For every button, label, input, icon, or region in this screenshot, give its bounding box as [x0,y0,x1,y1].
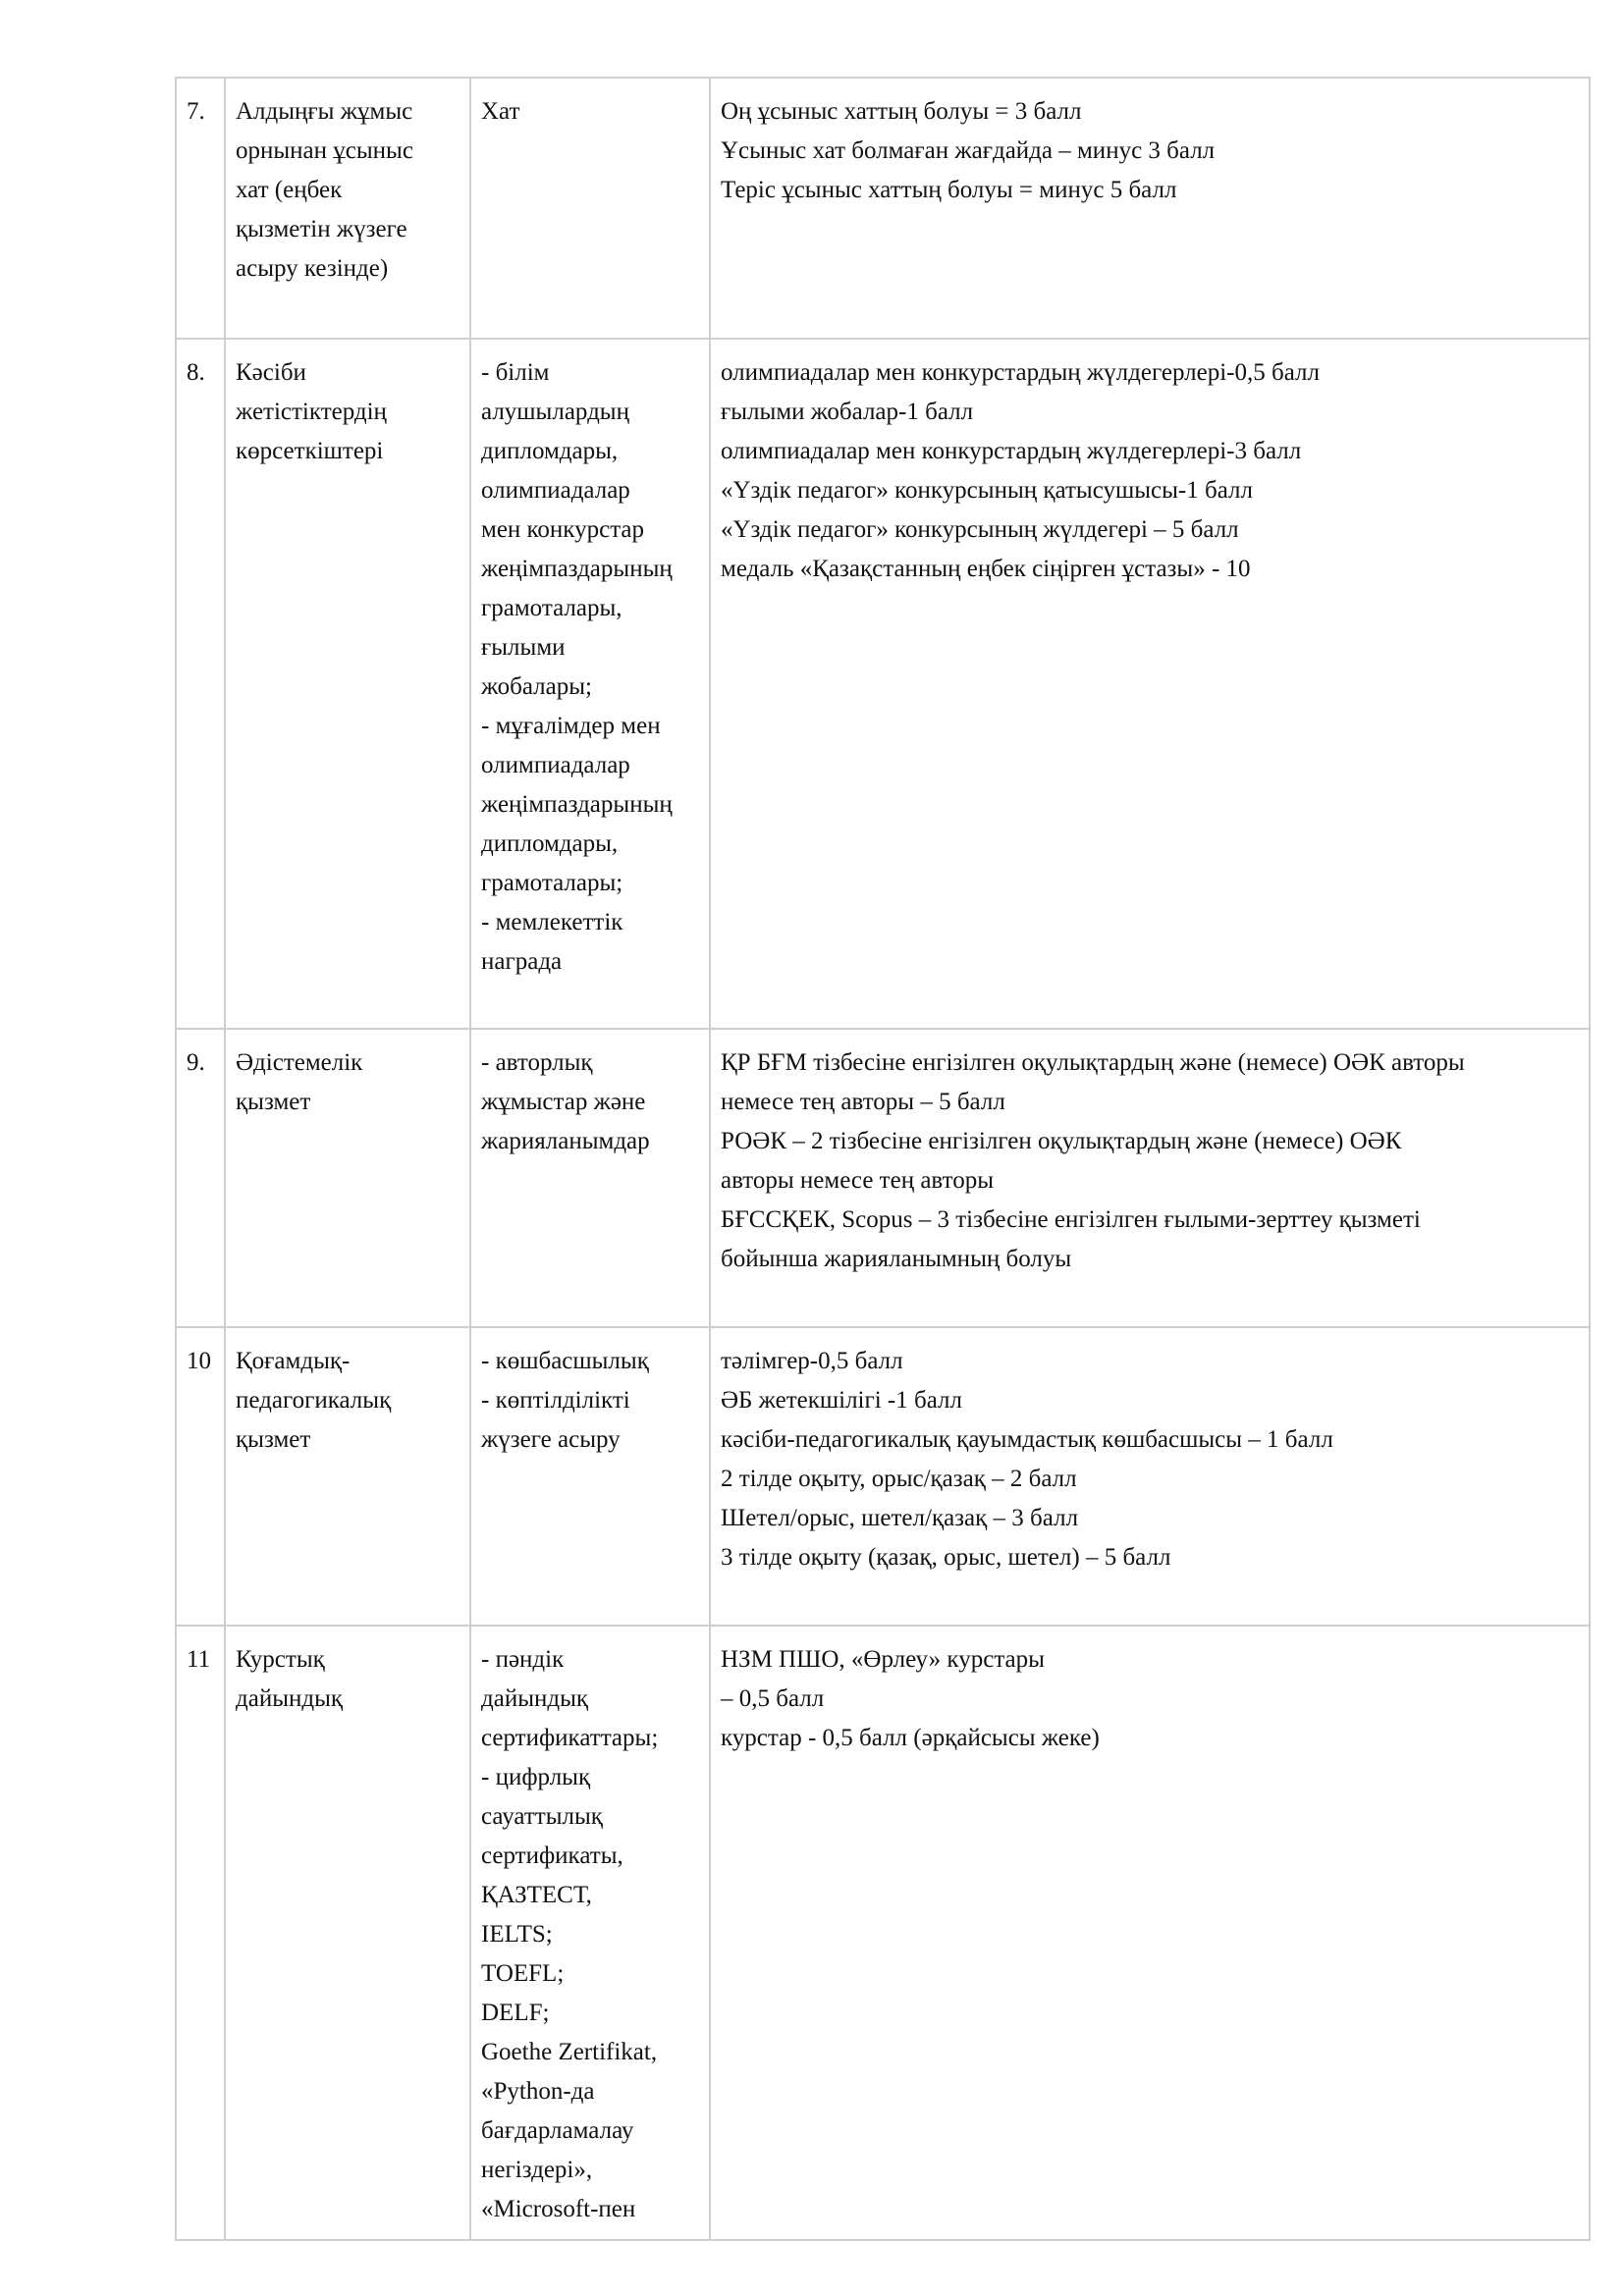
scoring-line: бойынша жарияланымның болуы [721,1246,1072,1272]
scoring-line: курстар - 0,5 балл (әрқайсысы жеке) [721,1725,1100,1751]
criterion-cell [225,1029,470,1327]
table-row [176,78,1590,339]
document-line: негіздері», [481,2157,593,2183]
document-line: награда [481,948,563,975]
document-line: жүзеге асыру [481,1426,621,1453]
scoring-line: БҒССҚЕК, Scopus – 3 тізбесіне енгізілген ғылыми-зерттеу қызметі [721,1206,1421,1233]
document-line: TOEFL; [481,1960,565,1987]
criterion-line: қызмет [236,1089,311,1115]
row-number [176,1626,225,2240]
scoring-line: ҚР БҒМ тізбесіне енгізілген оқулықтардың және (немесе) ОӘК авторы [721,1049,1465,1076]
document-line: «Microsoft-пен [481,2196,636,2222]
criterion-line: көрсеткіштері [236,438,384,464]
document-line: IELTS; [481,1921,553,1948]
criterion-cell [225,78,470,339]
scoring-line: медаль «Қазақстанның еңбек сіңірген ұстазы» - 10 [721,556,1251,582]
document-line: бағдарламалау [481,2117,634,2144]
row-number-text: 9. [187,1049,205,1076]
document-line: грамоталары; [481,870,623,896]
scoring-line: «Үздік педагог» конкурсының қатысушысы-1 балл [721,477,1253,504]
document-line: - көшбасшылық [481,1348,649,1374]
document-line: - пәндік [481,1646,565,1673]
criteria-table [175,77,1591,2241]
table-row [176,1029,1590,1327]
table-row [176,1327,1590,1626]
document-line: олимпиадалар [481,477,630,504]
scoring-line: – 0,5 балл [721,1685,825,1712]
criterion-line: Қоғамдық- [236,1348,351,1374]
table-row [176,1626,1590,2240]
scoring-line: Ұсыныс хат болмаған жағдайда – минус 3 балл [721,137,1216,164]
document-line: алушылардың [481,399,629,425]
criterion-line: Курстық [236,1646,325,1673]
criterion-line: педагогикалық [236,1387,392,1414]
criterion-line: қызметін жүзеге [236,216,407,242]
document-line: жұмыстар және [481,1089,646,1115]
document-line: мен конкурстар [481,516,645,543]
row-number [176,1029,225,1327]
scoring-line: авторы немесе тең авторы [721,1167,995,1194]
document-line: дайындық [481,1685,589,1712]
document-line: - мұғалімдер мен [481,713,661,739]
document-line: ҚАЗТЕСТ, [481,1882,592,1908]
scoring-cell [710,1327,1590,1626]
document-line: - мемлекеттік [481,909,623,935]
document-line: жеңімпаздарының [481,556,673,582]
scoring-cell [710,1029,1590,1327]
criterion-line: қызмет [236,1426,311,1453]
scoring-line: олимпиадалар мен конкурстардың жүлдегерлері-0,5 балл [721,359,1320,386]
document-line: ғылыми [481,634,566,661]
document-line: Goethe Zertifikat, [481,2039,658,2065]
row-number-text: 7. [187,98,205,125]
scoring-line: 2 тілде оқыту, орыс/қазақ – 2 балл [721,1466,1077,1492]
document-line: Хат [481,98,520,125]
document-line: сертификаты, [481,1842,623,1869]
scoring-line: Теріс ұсыныс хаттың болуы = минус 5 балл [721,177,1177,203]
row-number [176,78,225,339]
document-line: дипломдары, [481,830,619,857]
criterion-line: Кәсіби [236,359,306,386]
document-line: олимпиадалар [481,752,630,778]
scoring-cell [710,1626,1590,2240]
document-page [175,77,1589,2241]
criterion-line: дайындық [236,1685,344,1712]
scoring-line: Шетел/орыс, шетел/қазақ – 3 балл [721,1505,1079,1531]
document-line: - авторлық [481,1049,593,1076]
document-line: «Python-да [481,2078,595,2105]
document-cell [470,339,710,1029]
document-cell [470,78,710,339]
criterion-cell [225,1626,470,2240]
document-line: жеңімпаздарының [481,791,673,818]
document-line: DELF; [481,2000,550,2026]
scoring-line: кәсіби-педагогикалық қауымдастық көшбасшысы – 1 балл [721,1426,1333,1453]
scoring-line: РОӘК – 2 тізбесіне енгізілген оқулықтардың және (немесе) ОӘК [721,1128,1402,1154]
document-line: жобалары; [481,673,593,700]
scoring-line: НЗМ ПШО, «Өрлеу» курстары [721,1646,1045,1673]
criterion-line: орнынан ұсыныс [236,137,413,164]
table-row [176,339,1590,1029]
document-line: жарияланымдар [481,1128,650,1154]
criterion-line: Әдістемелік [236,1049,363,1076]
scoring-cell [710,339,1590,1029]
criterion-cell [225,339,470,1029]
document-cell [470,1327,710,1626]
criterion-line: Алдыңғы жұмыс [236,98,413,125]
document-line: - білім [481,359,550,386]
document-line: - цифрлық [481,1764,591,1790]
document-cell [470,1626,710,2240]
row-number [176,1327,225,1626]
scoring-line: «Үздік педагог» конкурсының жүлдегері – 5 балл [721,516,1239,543]
criterion-line: хат (еңбек [236,177,343,203]
document-line: грамоталары, [481,595,623,621]
scoring-line: 3 тілде оқыту (қазақ, орыс, шетел) – 5 балл [721,1544,1171,1571]
document-line: - көптілділікті [481,1387,630,1414]
scoring-cell [710,78,1590,339]
document-line: дипломдары, [481,438,619,464]
scoring-line: Оң ұсыныс хаттың болуы = 3 балл [721,98,1082,125]
scoring-line: тәлімгер-0,5 балл [721,1348,903,1374]
criterion-cell [225,1327,470,1626]
document-line: сауаттылық [481,1803,603,1830]
scoring-line: олимпиадалар мен конкурстардың жүлдегерлері-3 балл [721,438,1302,464]
scoring-line: немесе тең авторы – 5 балл [721,1089,1005,1115]
document-line: сертификаттары; [481,1725,659,1751]
row-number-text: 8. [187,359,205,386]
document-cell [470,1029,710,1327]
row-number [176,339,225,1029]
row-number-text: 10 [187,1348,211,1374]
scoring-line: ӘБ жетекшілігі -1 балл [721,1387,962,1414]
row-number-text: 11 [187,1646,211,1673]
criterion-line: асыру кезінде) [236,255,389,282]
criterion-line: жетістіктердің [236,399,387,425]
scoring-line: ғылыми жобалар-1 балл [721,399,974,425]
